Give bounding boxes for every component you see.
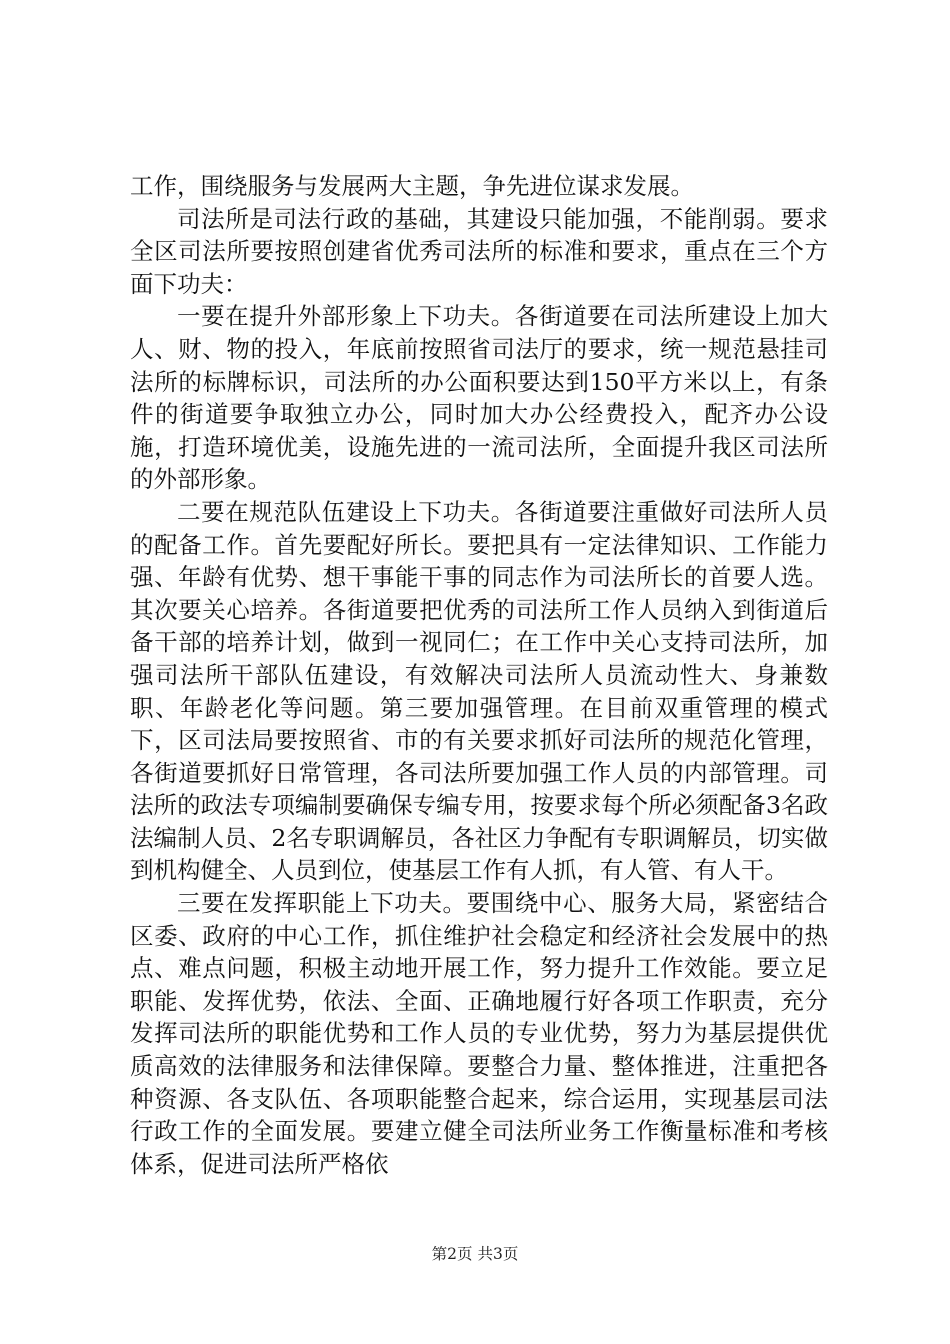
page-footer <box>0 1242 950 1264</box>
paragraph-team-building: 二要在规范队伍建设上下功夫。各街道要注重做好司法所人员的配备工作。首先要配好所长。要把具有一定法律知识、工作能力强、年龄有优势、想干事能干事的同志作为司法所长的首要人选。其次要关心培养。各街道要把优秀的司法所工作人员纳入到街道后备干部的培养计划，做到一视同仁；在工作中关心支持司法所，加强司法所干部队伍建设，有效解决司法所人员流动性大、身兼数职、年龄老化等问题。第三要加强管理。在目前双重管理的模式下，区司法局要按照省、市的有关要求抓好司法所的规范化管理，各街道要抓好日常管理，各司法所要加强工作人员的内部管理。司法所的政法专项编制要确保专编专用，按要求每个所必须配备3名政法编制人员、2名专职调解员，各社区力争配有专职调解员，切实做到机构健全、人员到位，使基层工作有人抓，有人管、有人干。 <box>130 497 828 885</box>
paragraph-external-image: 一要在提升外部形象上下功夫。各街道要在司法所建设上加大人、财、物的投入，年底前按照省司法厅的要求，统一规范悬挂司法所的标牌标识，司法所的办公面积要达到150平方米以上，有条件的街道要争取独立办公，同时加大办公经费投入，配齐办公设施，打造环境优美，设施先进的一流司法所，全面提升我区司法所的外部形象。 <box>130 302 828 494</box>
paragraph-functions: 三要在发挥职能上下功夫。要围绕中心、服务大局，紧密结合区委、政府的中心工作，抓住维护社会稳定和经济社会发展中的热点、难点问题，积极主动地开展工作，努力提升工作效能。要立足职能、发挥优势，依法、全面、正确地履行好各项工作职责，充分发挥司法所的职能优势和工作人员的专业优势，努力为基层提供优质高效的法律服务和法律保障。要整合力量、整体推进，注重把各种资源、各支队伍、各项职能整合起来，综合运用，实现基层司法行政工作的全面发展。要建立健全司法所业务工作衡量标准和考核体系，促进司法所严格依 <box>130 889 828 1178</box>
document-body <box>130 170 828 1180</box>
page-number: 第2页 共3页 <box>431 1245 519 1263</box>
paragraph-intro: 司法所是司法行政的基础，其建设只能加强，不能削弱。要求全区司法所要按照创建省优秀司法所的标准和要求，重点在三个方面下功夫： <box>130 204 828 298</box>
paragraph-continuation: 工作，围绕服务与发展两大主题，争先进位谋求发展。 <box>130 172 694 200</box>
